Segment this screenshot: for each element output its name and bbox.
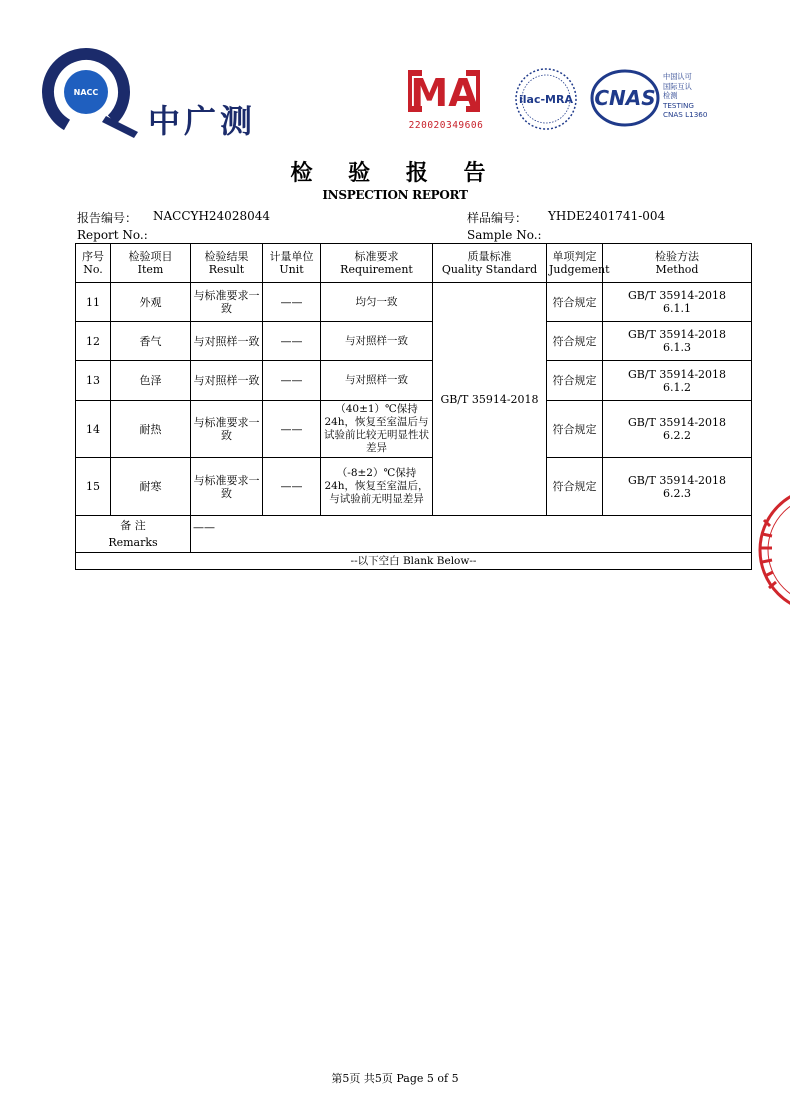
cell-no: 11 bbox=[76, 283, 111, 322]
cell-unit: —— bbox=[263, 401, 321, 458]
brand-name: 中广测 bbox=[148, 102, 257, 140]
table-row bbox=[76, 283, 752, 322]
header-requirement: 标准要求 Requirement bbox=[321, 244, 433, 283]
cma-number: 220020349606 bbox=[408, 120, 484, 131]
table-row bbox=[76, 401, 752, 458]
header-no: 序号 No. bbox=[76, 244, 111, 283]
cell-item: 耐寒 bbox=[111, 458, 191, 516]
cell-judgement: 符合规定 bbox=[547, 361, 603, 401]
header-quality-standard: 质量标准 Quality Standard bbox=[433, 244, 547, 283]
cell-requirement: 与对照样一致 bbox=[321, 361, 433, 401]
cnas-logo bbox=[590, 68, 660, 128]
cell-method: GB/T 35914-2018 6.2.2 bbox=[603, 401, 752, 458]
table-row bbox=[76, 322, 752, 361]
cell-result: 与标准要求一致 bbox=[191, 401, 263, 458]
official-seal bbox=[752, 490, 790, 620]
cell-method: GB/T 35914-2018 6.1.1 bbox=[603, 283, 752, 322]
blank-below-text: --以下空白 Blank Below-- bbox=[76, 553, 752, 570]
svg-text:MA: MA bbox=[410, 71, 478, 115]
header-judgement: 单项判定 Judgement bbox=[547, 244, 603, 283]
cell-no: 13 bbox=[76, 361, 111, 401]
report-title: 检 验 报 告 bbox=[290, 160, 500, 186]
report-title-en: INSPECTION REPORT bbox=[322, 188, 468, 202]
svg-text:NACC: NACC bbox=[73, 88, 99, 97]
sample-no-label: 样品编号： bbox=[467, 211, 528, 225]
cell-no: 14 bbox=[76, 401, 111, 458]
ilac-mra-logo bbox=[511, 66, 581, 132]
cell-requirement: 与对照样一致 bbox=[321, 322, 433, 361]
sample-no-label-en: Sample No.: bbox=[467, 228, 542, 242]
svg-text:CNAS: CNAS bbox=[594, 86, 656, 110]
page-footer: 第5页 共5页 Page 5 of 5 bbox=[331, 1072, 459, 1085]
cell-item: 香气 bbox=[111, 322, 191, 361]
cell-item: 色泽 bbox=[111, 361, 191, 401]
remarks-label: 备 注 Remarks bbox=[76, 516, 191, 553]
header-result: 检验结果 Result bbox=[191, 244, 263, 283]
report-no-label: 报告编号： bbox=[77, 211, 138, 225]
report-no-value: NACCYH24028044 bbox=[153, 209, 270, 223]
cnas-accreditation-text: 中国认可 国际互认 检测 TESTING CNAS L1360 bbox=[663, 72, 708, 119]
nacc-logo bbox=[40, 46, 150, 142]
cell-judgement: 符合规定 bbox=[547, 283, 603, 322]
cell-item: 外观 bbox=[111, 283, 191, 322]
cell-judgement: 符合规定 bbox=[547, 322, 603, 361]
cell-method: GB/T 35914-2018 6.1.3 bbox=[603, 322, 752, 361]
header-method: 检验方法 Method bbox=[603, 244, 752, 283]
cell-unit: —— bbox=[263, 283, 321, 322]
cell-unit: —— bbox=[263, 458, 321, 516]
header-item: 检验项目 Item bbox=[111, 244, 191, 283]
cell-requirement: （40±1）℃保持24h，恢复至室温后与试验前比较无明显性状差异 bbox=[321, 401, 433, 458]
cell-judgement: 符合规定 bbox=[547, 458, 603, 516]
table-header-row bbox=[76, 244, 752, 283]
sample-no-value: YHDE2401741-004 bbox=[548, 209, 666, 223]
table-row bbox=[76, 361, 752, 401]
inspection-table bbox=[75, 243, 752, 570]
remarks-row bbox=[76, 516, 752, 553]
header-unit: 计量单位 Unit bbox=[263, 244, 321, 283]
cell-judgement: 符合规定 bbox=[547, 401, 603, 458]
cell-unit: —— bbox=[263, 361, 321, 401]
cma-logo bbox=[396, 66, 496, 136]
cell-unit: —— bbox=[263, 322, 321, 361]
svg-text:ilac-MRA: ilac-MRA bbox=[519, 93, 573, 106]
cell-method: GB/T 35914-2018 6.1.2 bbox=[603, 361, 752, 401]
cell-no: 15 bbox=[76, 458, 111, 516]
cell-item: 耐热 bbox=[111, 401, 191, 458]
report-no-label-en: Report No.: bbox=[77, 228, 148, 242]
cell-requirement: （-8±2）℃保持24h，恢复至室温后，与试验前无明显差异 bbox=[321, 458, 433, 516]
cell-result: 与对照样一致 bbox=[191, 322, 263, 361]
cell-result: 与标准要求一致 bbox=[191, 458, 263, 516]
cell-requirement: 均匀一致 bbox=[321, 283, 433, 322]
cell-quality-standard: GB/T 35914-2018 bbox=[433, 283, 547, 516]
table-row bbox=[76, 458, 752, 516]
remarks-value: —— bbox=[191, 516, 752, 553]
blank-below-row bbox=[76, 553, 752, 570]
cell-result: 与标准要求一致 bbox=[191, 283, 263, 322]
cell-method: GB/T 35914-2018 6.2.3 bbox=[603, 458, 752, 516]
cell-result: 与对照样一致 bbox=[191, 361, 263, 401]
cell-no: 12 bbox=[76, 322, 111, 361]
